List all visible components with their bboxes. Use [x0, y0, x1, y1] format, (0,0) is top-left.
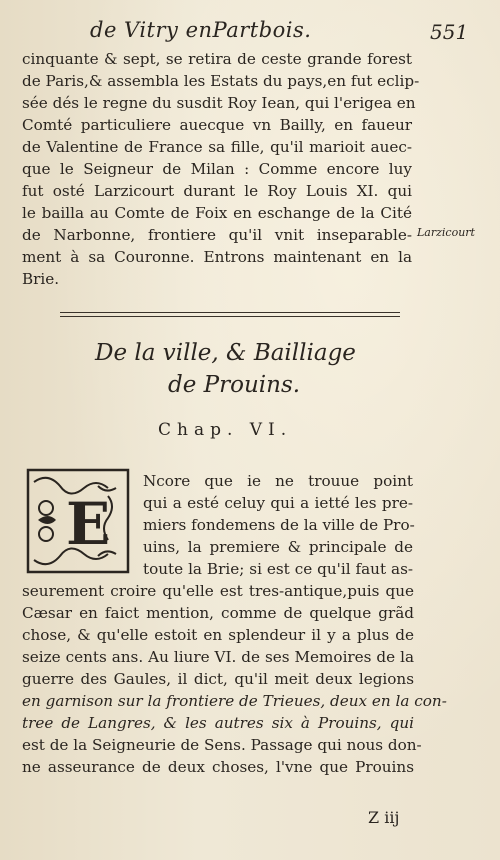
text-line: Brie. [22, 270, 60, 288]
text-line: guerre des Gaules, il dict, qu'il meit deux legions [22, 670, 414, 688]
section-title: De la ville, & Bailliage [95, 340, 356, 366]
text-line: le bailla au Comte de Foix en eschange de la Cité [22, 204, 412, 222]
text-line: sée dés le regne du susdit Roy Iean, qui l'erigea en [22, 94, 416, 112]
text-line: Cæsar en faict mention, comme de quelque grãd [22, 604, 414, 622]
text-line-italic: en garnison sur la frontiere de Trieues, deux en la con- [22, 692, 447, 710]
text-line: chose, & qu'elle estoit en splendeur il y a plus de [22, 626, 414, 644]
text-line: seurement croire qu'elle est tres-antique,puis que [22, 582, 414, 600]
text-line: cinquante & sept, se retira de ceste grande forest [22, 50, 412, 68]
text-block-top [22, 48, 420, 290]
text-line: seize cents ans. Au liure VI. de ses Memoires de la [22, 648, 414, 666]
chapter-heading: Chap. VI. [158, 420, 293, 440]
text-block-bottom [22, 580, 447, 778]
text-line: qui a esté celuy qui a ietté les pre- [143, 494, 413, 512]
page-number: 551 [430, 20, 469, 44]
section-divider [60, 312, 400, 317]
ornamental-initial-icon [26, 468, 130, 574]
signature-mark: Z iij [368, 808, 400, 827]
text-line-italic: tree de Langres, & les autres six à Prouins, qui [22, 714, 414, 732]
text-line: miers fondemens de la ville de Pro- [143, 516, 415, 534]
text-line: Ncore que ie ne trouue point [143, 472, 413, 490]
text-line: de Paris,& assembla les Estats du pays,en fut eclip- [22, 72, 420, 90]
text-line: toute la Brie; si est ce qu'il faut as- [143, 560, 413, 578]
text-line: fut osté Larzicourt durant le Roy Louis XI. qui [22, 182, 412, 200]
text-line: ment à sa Couronne. Entrons maintenant en la [22, 248, 412, 266]
ornamental-initial-graphic [26, 468, 130, 574]
running-title: de Vitry enPartbois. [90, 18, 312, 42]
text-line: uins, la premiere & principale de [143, 538, 413, 556]
text-line: de Narbonne, frontiere qu'il vnit inseparable- [22, 226, 412, 244]
section-title-continued: de Prouins. [168, 372, 301, 398]
marginal-note: Larzicourt [417, 226, 475, 239]
text-line: de Valentine de France sa fille, qu'il marioit auec- [22, 138, 412, 156]
text-block-beside-initial [143, 470, 413, 580]
text-line: est de la Seigneurie de Sens. Passage qui nous don- [22, 736, 422, 754]
text-line: Comté particuliere auecque vn Bailly, en faueur [22, 116, 412, 134]
text-line: que le Seigneur de Milan : Comme encore luy [22, 160, 412, 178]
text-line: ne asseurance de deux choses, l'vne que Prouins [22, 758, 414, 776]
initial-letter: E [66, 490, 111, 558]
